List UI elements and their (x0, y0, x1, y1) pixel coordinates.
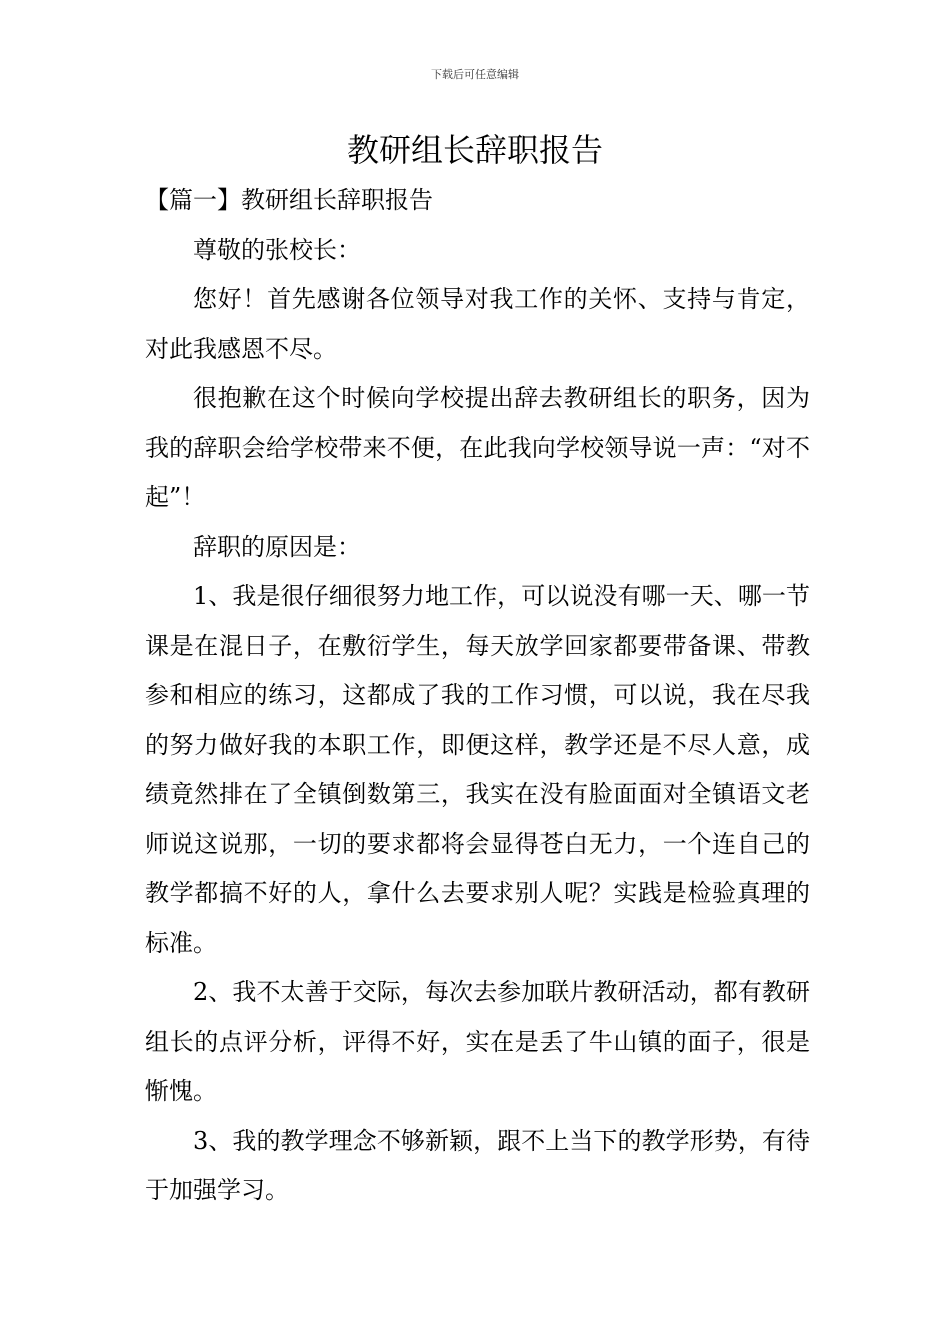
document-body (145, 176, 810, 1216)
body-paragraph: 您好！首先感谢各位领导对我工作的关怀、支持与肯定，对此我感恩不尽。 (145, 285, 810, 363)
body-paragraph: 辞职的原因是： (193, 532, 361, 561)
section-heading: 【篇一】教研组长辞职报告 (145, 186, 433, 214)
body-paragraph: 很抱歉在这个时候向学校提出辞去教研组长的职务，因为我的辞职会给学校带来不便，在此我向学校领导说一声：“对不起”！ (145, 384, 810, 511)
header-note: 下载后可任意编辑 (431, 68, 519, 81)
salutation: 尊敬的张校长： (193, 235, 361, 264)
document-title: 教研组长辞职报告 (346, 131, 603, 169)
body-paragraph: 1、我是很仔细很努力地工作，可以说没有哪一天、哪一节课是在混日子，在敷衍学生，每天放学回家都要带备课、带教参和相应的练习，这都成了我的工作习惯，可以说，我在尽我的努力做好我的本职工作，即便这样，教学还是不尽人意，成绩竟然排在了全镇倒数第三，我实在没有脸面面对全镇语文老师说这说那，一切的要求都将会显得苍白无力，一个连自己的教学都搞不好的人，拿什么去要求别人呢？实践是检验真理的标准。 (145, 582, 810, 957)
body-paragraph: 3、我的教学理念不够新颖，跟不上当下的教学形势，有待于加强学习。 (145, 1126, 810, 1204)
body-paragraph: 2、我不太善于交际，每次去参加联片教研活动，都有教研组长的点评分析，评得不好，实在是丢了牛山镇的面子，很是惭愧。 (145, 978, 810, 1105)
